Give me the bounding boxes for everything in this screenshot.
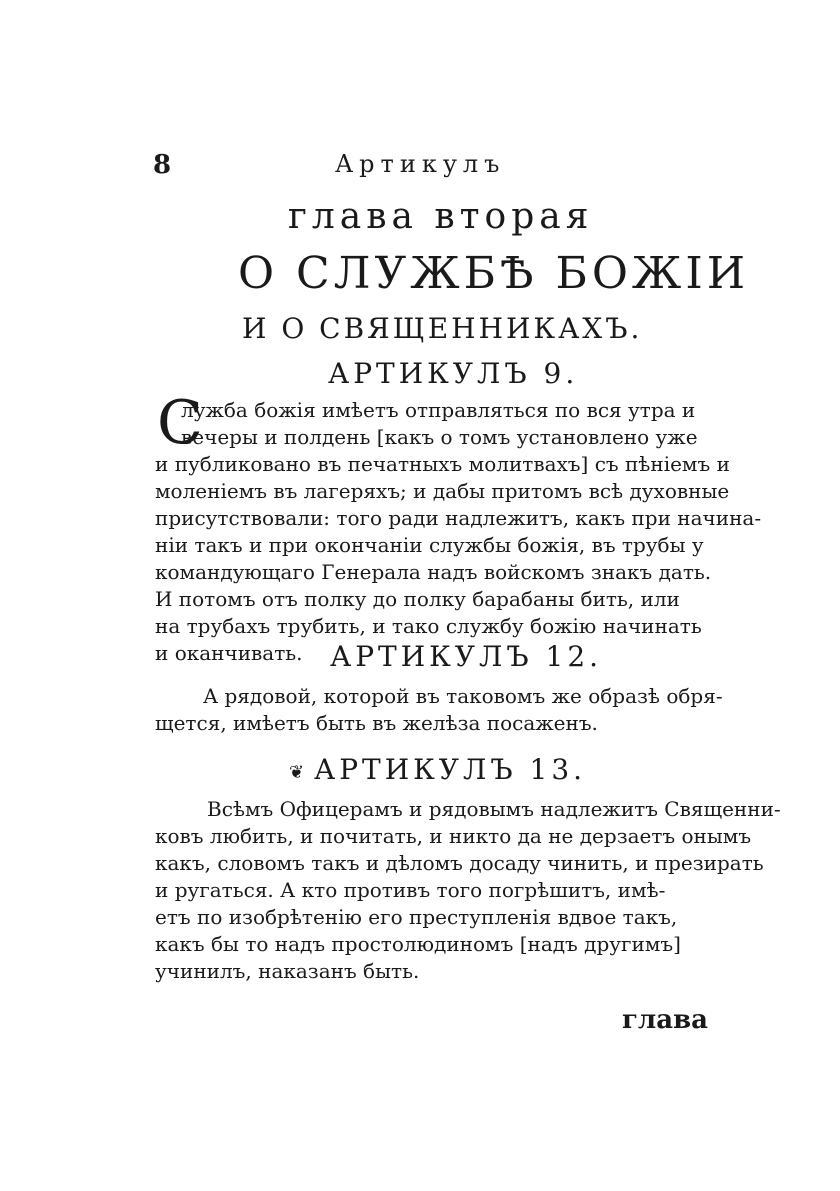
text-line: учинилъ, наказанъ быть. <box>155 959 420 983</box>
drop-cap-letter: С <box>157 388 203 458</box>
text-line: И потомъ отъ полку до полку барабаны бить, или <box>155 587 680 611</box>
text-line: А рядовой, которой въ таковомъ же образѣ обря- <box>203 684 723 708</box>
article-9-text <box>155 388 762 667</box>
text-line: присутствовали: того ради надлежитъ, какъ при начина- <box>155 506 762 530</box>
article-heading-9: АРТИКУЛЪ 9. <box>328 357 579 390</box>
ornament-icon: ❦ <box>289 762 305 783</box>
text-line: ковъ любить, и почитать, и никто да не дерзаетъ онымъ <box>155 824 752 848</box>
text-line: командующаго Генерала надъ войскомъ знакъ дать. <box>155 560 712 584</box>
section-title: О СЛУЖБѢ БОЖІИ <box>238 248 750 299</box>
article-13-text <box>155 796 781 985</box>
page-number: 8 <box>153 150 172 180</box>
text-line: ніи такъ и при окончаніи службы божія, въ трубы у <box>155 533 704 557</box>
text-line: моленіемъ въ лагеряхъ; и дабы притомъ всѣ духовные <box>155 479 730 503</box>
catchword: глава <box>622 1005 709 1035</box>
text-line: и оканчивать. <box>155 641 303 665</box>
article-heading-12: АРТИКУЛЪ 12. <box>330 640 603 673</box>
text-line: на трубахъ трубить, и тако службу божію начинать <box>155 614 702 638</box>
text-line: какъ бы то надъ простолюдиномъ [надъ другимъ] <box>155 932 681 956</box>
text-line: лужба божія имѣетъ отправляться по вся утра и <box>181 398 696 422</box>
text-line: и ругаться. А кто противъ того погрѣшитъ, имѣ- <box>155 878 666 902</box>
article-heading-13: АРТИКУЛЪ 13. <box>314 753 587 786</box>
text-line: вечеры и полдень [какъ о томъ установлено уже <box>181 425 698 449</box>
article-12-text <box>155 683 723 737</box>
chapter-title: глава вторая <box>288 196 594 237</box>
section-subtitle: И О СВЯЩЕННИКАХЪ. <box>242 312 643 345</box>
running-head: Артикулъ <box>335 150 506 178</box>
text-line: щется, имѣетъ быть въ желѣза посаженъ. <box>155 711 598 735</box>
text-line: какъ, словомъ такъ и дѣломъ досаду чинить, и презирать <box>155 851 764 875</box>
text-line: Всѣмъ Офицерамъ и рядовымъ надлежитъ Священни- <box>207 797 781 821</box>
text-line: и публиковано въ печатныхъ молитвахъ] съ пѣніемъ и <box>155 452 730 476</box>
text-line: етъ по изобрѣтенію его преступленія вдвое такъ, <box>155 905 678 929</box>
